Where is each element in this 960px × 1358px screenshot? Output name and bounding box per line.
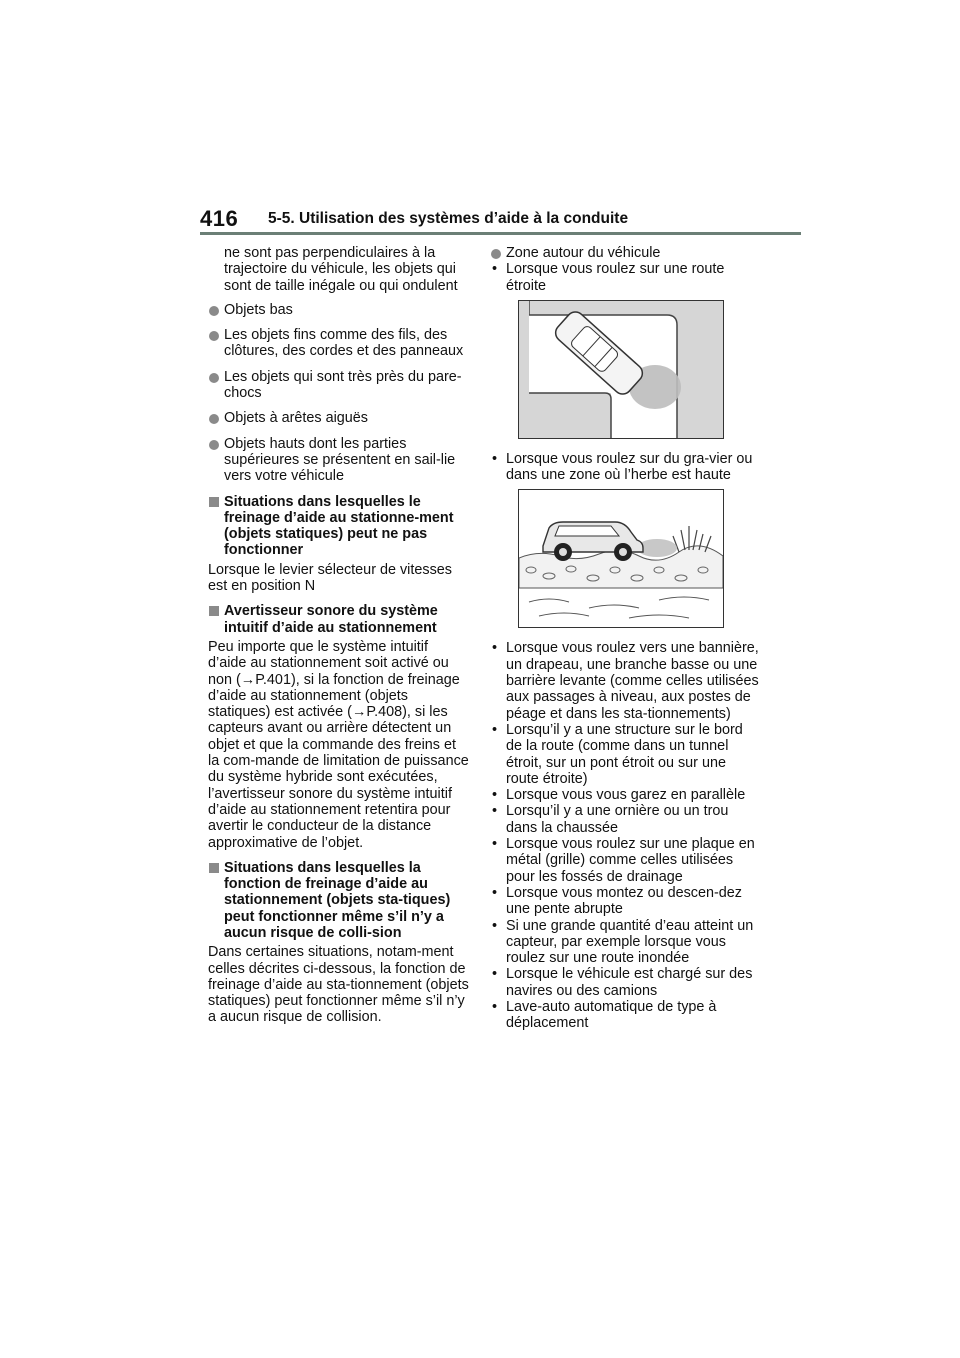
sub-list-item: • Lorsque vous vous garez en parallèle [492, 787, 746, 804]
header-divider [200, 232, 801, 235]
left-column [208, 245, 470, 1035]
sub-list-item: • Lorsque vous roulez sur une plaque en métal (grille) comme celles utilisées pour les fossés de drainage [492, 836, 755, 885]
sub-list-item: • Lave-auto automatique de type à déplacement [492, 999, 717, 1032]
sub-list-item: • Lorsque vous roulez sur du gra-vier ou dans une zone où l’herbe est haute [492, 450, 753, 484]
section-title: 5-5. Utilisation des systèmes d’aide à la conduite [268, 210, 629, 227]
sub-list-item: • Lorsque vous roulez sur une route étroite [492, 261, 725, 294]
list-item: Zone autour du véhicule [490, 245, 760, 261]
sub-list-item: • Lorsque le véhicule est chargé sur des navires ou des camions [492, 966, 753, 999]
paragraph: Lorsque le levier sélecteur de vitesses est en position N [208, 561, 452, 595]
narrow-road-illustration [518, 300, 724, 439]
page-number: 416 [200, 206, 239, 231]
gray-circle-bullet-icon [209, 306, 219, 316]
gravel-grass-illustration [518, 489, 724, 628]
page-header [200, 200, 801, 240]
paragraph: Peu importe que le système intuitif d’aide au stationnement soit activé ou non (→P.401), si la fonction de freinage d’aide au stationnement (objets statiques) est activée (→P.408), si les capteurs avant ou arrière détectent un objet et que la commande des freins et la com-mande de limitation de puissance du système hybride sont exécutées, l’avertisseur sonore du système intuitif d’aide au stationnement retentira pour avertir le conducteur de la distance approximative de l’objet. [208, 638, 469, 851]
sub-list-item: • Lorsqu’il y a une ornière ou un trou dans la chaussée [492, 803, 729, 836]
gray-circle-bullet-icon [491, 249, 501, 259]
sub-list-item: • Lorsque vous montez ou descen-dez une pente abrupte [492, 884, 742, 918]
list-item: Objets à arêtes aiguës [208, 410, 470, 426]
section-heading: Situations dans lesquelles la fonction de freinage d’aide au stationnement (objets sta-tiques) peut fonctionner même s’il n’y a aucun risque de colli-sion [208, 860, 470, 941]
gray-circle-bullet-icon [209, 440, 219, 450]
list-item: Les objets fins comme des fils, des clôtures, des cordes et des panneaux [208, 327, 470, 360]
gray-circle-bullet-icon [209, 414, 219, 424]
gray-square-heading-icon [209, 606, 219, 616]
gray-square-heading-icon [209, 497, 219, 507]
section-heading: Avertisseur sonore du système intuitif d’aide au stationnement [208, 603, 470, 636]
conditions-list [490, 640, 760, 1031]
gray-circle-bullet-icon [209, 331, 219, 341]
paragraph: Dans certaines situations, notam-ment celles décrites ci-dessous, la fonction de freinage d’aide au sta-tionnement (objets statiques) peut fonctionner même s’il n’y a aucun risque de collision. [208, 944, 469, 1026]
gray-square-heading-icon [209, 863, 219, 873]
sub-list-item: • Lorsqu’il y a une structure sur le bord de la route (comme dans un tunnel étroit, sur un pont étroit ou sur une route étroite) [492, 721, 743, 787]
continuation-text: ne sont pas perpendiculaires à la trajectoire du véhicule, les objets qui sont de taille inégale ou qui ondulent [224, 245, 458, 294]
list-item: Objets bas [208, 302, 470, 318]
sub-list-item: • Si une grande quantité d’eau atteint un capteur, par exemple lorsque vous roulez sur une route inondée [492, 917, 754, 967]
right-column [490, 245, 760, 1044]
list-item: Les objets qui sont très près du pare-chocs [208, 369, 470, 402]
list-item: Objets hauts dont les parties supérieures se présentent en sail-lie vers votre véhicule [208, 436, 470, 485]
gray-circle-bullet-icon [209, 373, 219, 383]
section-heading: Situations dans lesquelles le freinage d’aide au stationne-ment (objets statiques) peut ne pas fonctionner [208, 494, 470, 559]
sub-list-item: • Lorsque vous roulez vers une bannière, un drapeau, une branche basse ou une barrière levante (comme celles utilisées aux passages à niveau, aux postes de péage et dans les sta-tionnements) [492, 640, 759, 722]
